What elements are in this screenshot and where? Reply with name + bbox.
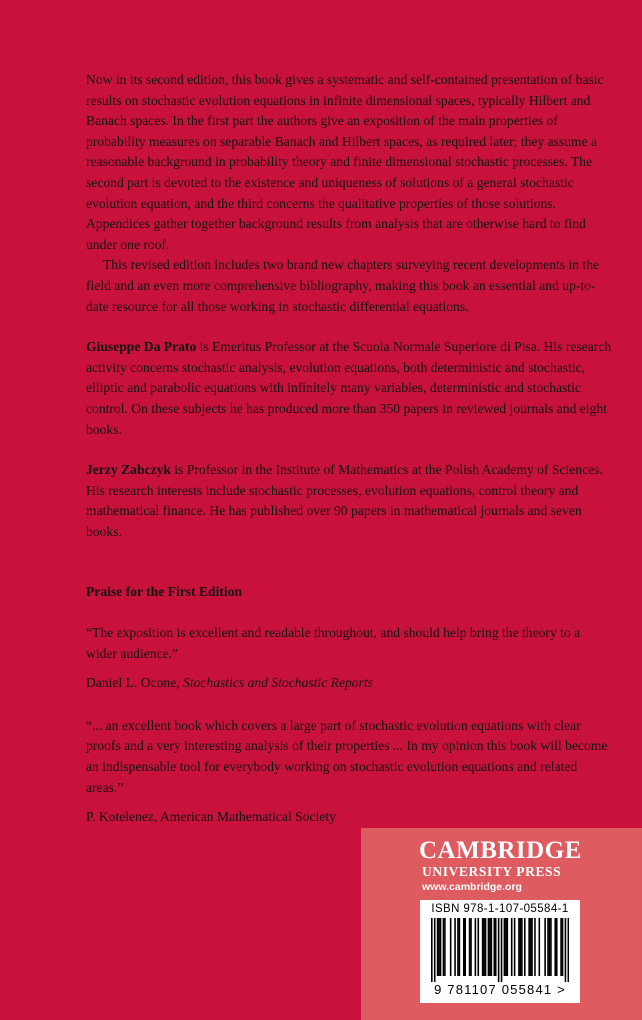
- barcode-bar: [485, 918, 487, 976]
- barcode-bar: [475, 918, 477, 976]
- barcode-bar: [493, 918, 495, 976]
- barcode-bar: [450, 918, 452, 976]
- quote-source: Stochastics and Stochastic Reports: [183, 675, 373, 691]
- barcode-bar: [483, 918, 485, 976]
- barcode-bar: [562, 918, 564, 976]
- praise-attribution-2: P. Kotelenez, American Mathematical Society: [86, 809, 336, 825]
- barcode-bar: [454, 918, 456, 976]
- barcode-bar: [538, 918, 540, 976]
- publisher-logo-press: UNIVERSITY PRESS: [422, 864, 562, 879]
- barcode-bar: [560, 918, 562, 976]
- barcode-bar: [547, 918, 549, 976]
- barcode-bar: [438, 918, 440, 976]
- barcode-bar: [524, 918, 526, 976]
- back-cover-text: [86, 70, 612, 828]
- author-bio-1: [86, 337, 612, 440]
- author-name: Jerzy Zabczyk: [86, 462, 171, 478]
- barcode-bar: [434, 918, 436, 982]
- barcode-digits: 9 781107 055841 >: [434, 982, 566, 997]
- barcode-bar: [488, 918, 490, 976]
- barcode-bar: [568, 918, 569, 982]
- barcode-bar: [549, 918, 551, 976]
- isbn-label: ISBN 978-1-107-05584-1: [431, 903, 569, 915]
- barcode-bar: [464, 918, 466, 976]
- barcode-bar: [531, 918, 533, 976]
- barcode-bar: [443, 918, 445, 976]
- author-bio-2: [86, 460, 612, 542]
- barcode-bar: [437, 918, 439, 976]
- barcode-bar: [504, 918, 506, 976]
- description-paragraph-2: This revised edition includes two brand new chapters surveying recent developments in the field and an even more comprehensive bibliography, making this book an essential and up-to-date resource for all those working in stochastic differential equations.: [86, 257, 600, 314]
- barcode-bars: [431, 918, 569, 982]
- barcode-bar: [511, 918, 513, 976]
- praise-attribution-1: [86, 673, 612, 694]
- barcode-bar: [491, 918, 493, 976]
- praise-quote-2: “... an excellent book which covers a large part of stochastic evolution equations with clear proofs and a very interesting analysis of their properties ... In my opinion this book will become an indispensable tool for everybody working on stochastic evolution equations and related areas.”: [86, 717, 608, 795]
- quote-author: Daniel L. Ocone,: [86, 675, 184, 691]
- author-name: Giuseppe Da Prato: [86, 339, 197, 355]
- barcode-bar: [550, 918, 552, 976]
- author-bio-text: is Professor in the Institute of Mathematics at the Polish Academy of Sciences. His research interests include stochastic processes, evolution equations, control theory and mathematical finance. He has published over 90 papers in mathematical journals and seven books.: [86, 462, 603, 539]
- barcode-bar: [457, 918, 459, 976]
- description-paragraph-1: Now in its second edition, this book gives a systematic and self-contained presentation of basic results on stochastic evolution equations in infinite dimensional spaces, typically Hilbert and Banach spaces. In the first part the authors give an exposition of the main properties of probability measures on separable Banach and Hilbert spaces, as required later; they assume a reasonable background in probability theory and finite dimensional stochastic processes. The second part is devoted to the existence and uniqueness of solutions of a general stochastic evolution equation, and the third concerns the qualitative properties of those solutions. Appendices gather together background results from analysis that are otherwise hard to find under one roof.: [86, 72, 604, 252]
- barcode-bar: [469, 918, 471, 976]
- barcode-bar: [495, 918, 497, 976]
- barcode-bar: [514, 918, 516, 976]
- author-bio-text: is Emeritus Professor at the Scuola Normale Superiore di Pisa. His research activity concerns stochastic analysis, evolution equations, both deterministic and stochastic, elliptic and parabolic equations with infinitely many variables, deterministic and stochastic control. On these subjects he has produced more than 350 papers in reviewed journals and eight books.: [86, 339, 612, 437]
- praise-quote-1: “The exposition is excellent and readable throughout, and should help bring the theory to a wider audience.”: [86, 625, 581, 661]
- barcode-bar: [444, 918, 446, 976]
- barcode-bar: [544, 918, 546, 976]
- barcode-bar: [431, 918, 433, 982]
- publisher-panel: [361, 828, 642, 1020]
- isbn-barcode: [420, 900, 580, 1003]
- barcode-bar: [556, 918, 558, 976]
- barcode-bar: [459, 918, 461, 976]
- barcode-bar: [482, 918, 484, 976]
- publisher-logo-name: CAMBRIDGE: [419, 837, 582, 864]
- barcode-bar: [440, 918, 442, 976]
- barcode-bar: [463, 918, 465, 976]
- barcode-bar: [521, 918, 523, 976]
- praise-heading: Praise for the First Edition: [86, 584, 243, 600]
- barcode-bar: [501, 918, 503, 982]
- barcode-bar: [554, 918, 556, 976]
- barcode-bar: [505, 918, 507, 976]
- barcode-bar: [489, 918, 491, 976]
- barcode-bar: [565, 918, 567, 982]
- barcode-bar: [518, 918, 520, 976]
- barcode-bar: [498, 918, 500, 982]
- barcode-bar: [507, 918, 509, 976]
- barcode-bar: [528, 918, 530, 976]
- barcode-bar: [470, 918, 472, 976]
- barcode-bar: [477, 918, 479, 976]
- barcode-bar: [534, 918, 536, 976]
- publisher-url: www.cambridge.org: [422, 881, 522, 893]
- barcode-bar: [520, 918, 522, 976]
- barcode-bar: [530, 918, 532, 976]
